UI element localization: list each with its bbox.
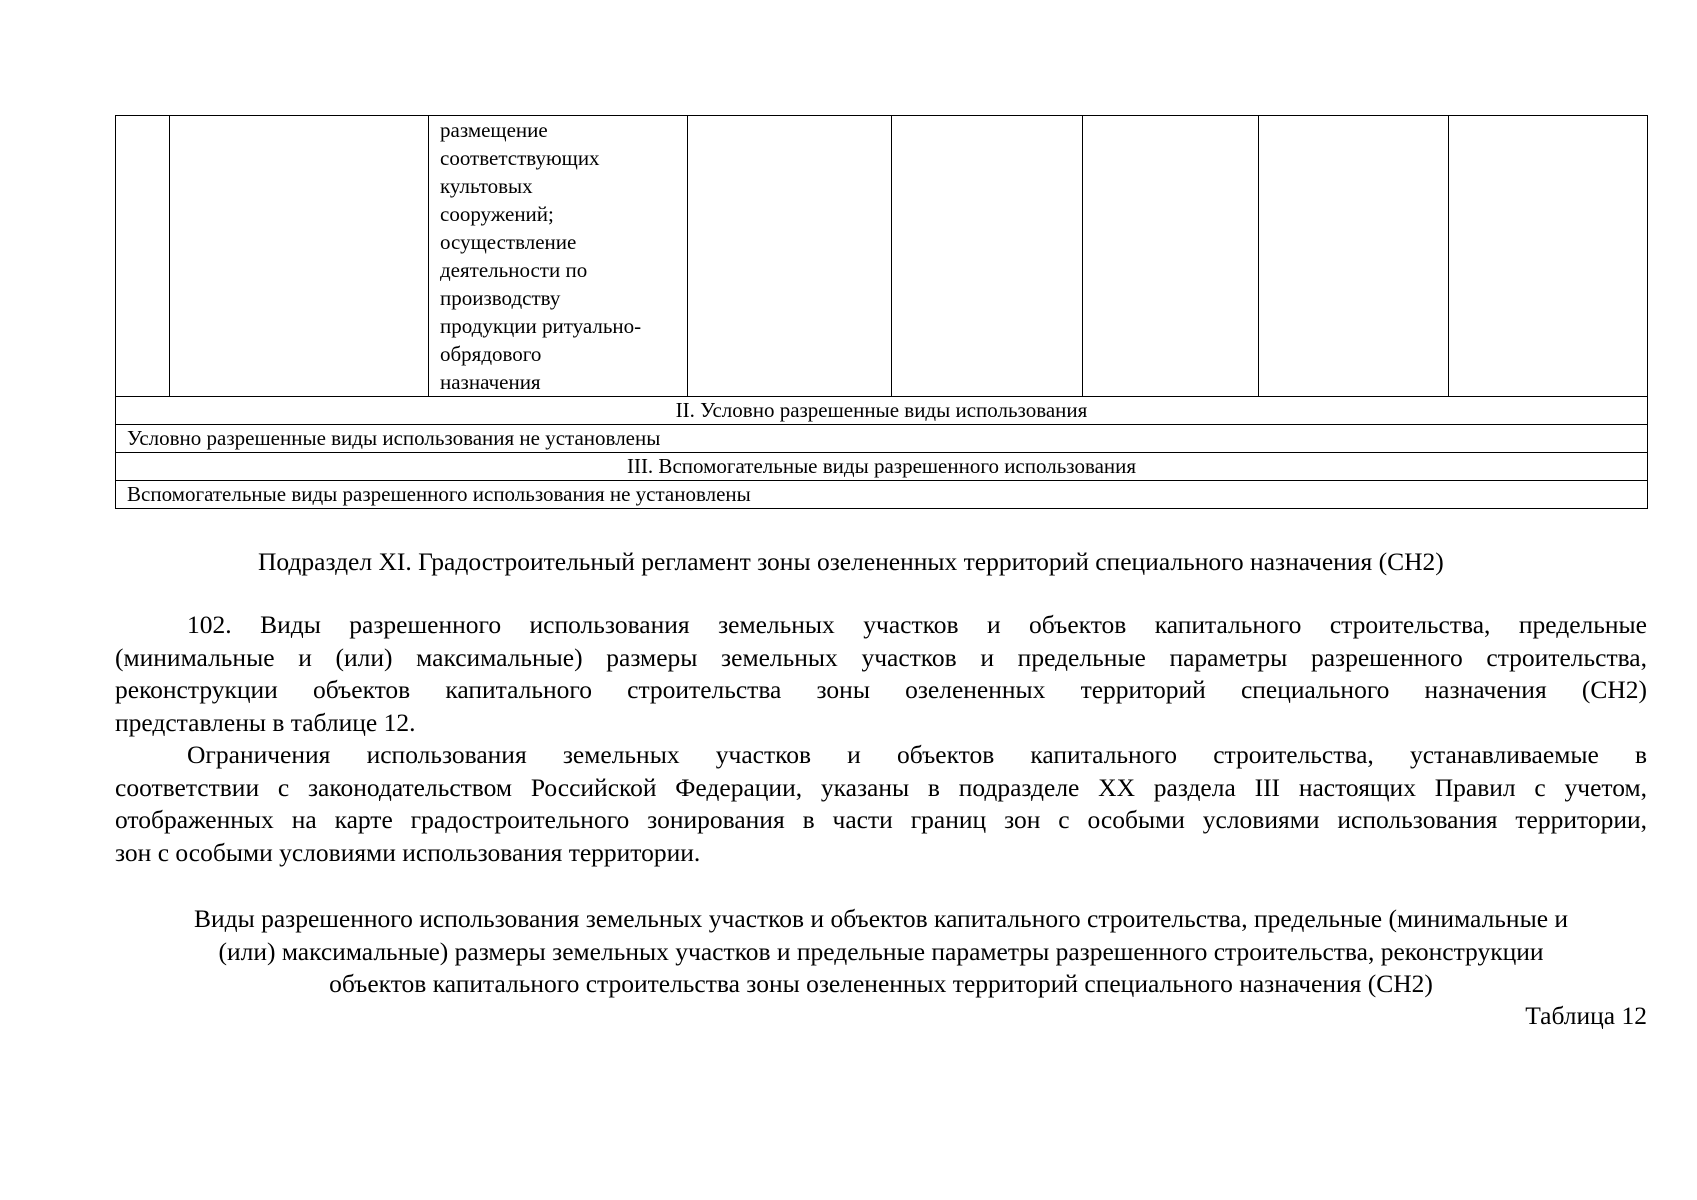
section-2-title: II. Условно разрешенные виды использования — [116, 397, 1648, 425]
table-cell-number — [116, 116, 170, 397]
table-cell-empty — [688, 116, 892, 397]
table-cell-empty — [1449, 116, 1648, 397]
description-line: назначения — [440, 370, 541, 394]
paragraph-line: 102. Виды разрешенного использования земельных участков и объектов капитального строительства, предельные — [187, 610, 1647, 639]
table-cell-description — [429, 116, 688, 397]
table-cell-type — [170, 116, 429, 397]
caption-line: объектов капитального строительства зоны озелененных территорий специального назначения (СН2) — [329, 969, 1433, 998]
description-line: сооружений; — [440, 202, 554, 226]
description-line: деятельности по — [440, 258, 588, 282]
table-caption — [115, 903, 1647, 1001]
description-line: размещение — [440, 118, 548, 142]
paragraph-line: Ограничения использования земельных участков и объектов капитального строительства, устанавливаемые в — [187, 740, 1647, 769]
table-row — [116, 397, 1648, 425]
table-cell-empty — [1083, 116, 1259, 397]
paragraph-line: отображенных на карте градостроительного зонирования в части границ зон с особыми условиями использования территории, — [115, 805, 1647, 834]
paragraph-102 — [115, 609, 1647, 739]
table-cell-empty — [1259, 116, 1449, 397]
table-number: Таблица 12 — [1525, 1001, 1647, 1030]
description-line: продукции ритуально- — [440, 314, 642, 338]
table-row — [116, 425, 1648, 453]
paragraph-line: соответствии с законодательством Российской Федерации, указаны в подразделе XX раздела III настоящих Правил с учетом, — [115, 772, 1647, 802]
description-line: обрядового — [440, 342, 542, 366]
caption-line: Виды разрешенного использования земельных участков и объектов капитального строительства, предельные (минимальные и — [193, 904, 1569, 933]
table-row — [116, 481, 1648, 509]
table-row — [116, 116, 1648, 397]
paragraph-line: представлены в таблице 12. — [115, 707, 416, 737]
paragraph-restrictions — [115, 739, 1647, 869]
paragraph-line: реконструкции объектов капитального строительства зоны озелененных территорий специального назначения (СН2) — [115, 675, 1647, 704]
description-line: производству — [440, 286, 561, 310]
paragraph-line: (минимальные и (или) максимальные) размеры земельных участков и предельные параметры разрешенного строительства, — [115, 642, 1647, 672]
section-3-note: Вспомогательные виды разрешенного использования не установлены — [116, 481, 1648, 509]
description-line: культовых — [440, 174, 533, 198]
caption-line: (или) максимальные) размеры земельных участков и предельные параметры разрешенного строительства, реконструкции — [218, 936, 1544, 966]
table-row — [116, 453, 1648, 481]
section-2-note: Условно разрешенные виды использования не установлены — [116, 425, 1648, 453]
table-cell-empty — [892, 116, 1083, 397]
section-3-title: III. Вспомогательные виды разрешенного использования — [116, 453, 1648, 481]
paragraph-line: зон с особыми условиями использования территории. — [115, 837, 701, 867]
zoning-table — [115, 115, 1648, 509]
description-line: соответствующих — [440, 146, 600, 170]
subsection-heading: Подраздел XI. Градостроительный регламент зоны озелененных территорий специального назначения (СН2) — [258, 547, 1444, 576]
description-line: осуществление — [440, 230, 577, 254]
